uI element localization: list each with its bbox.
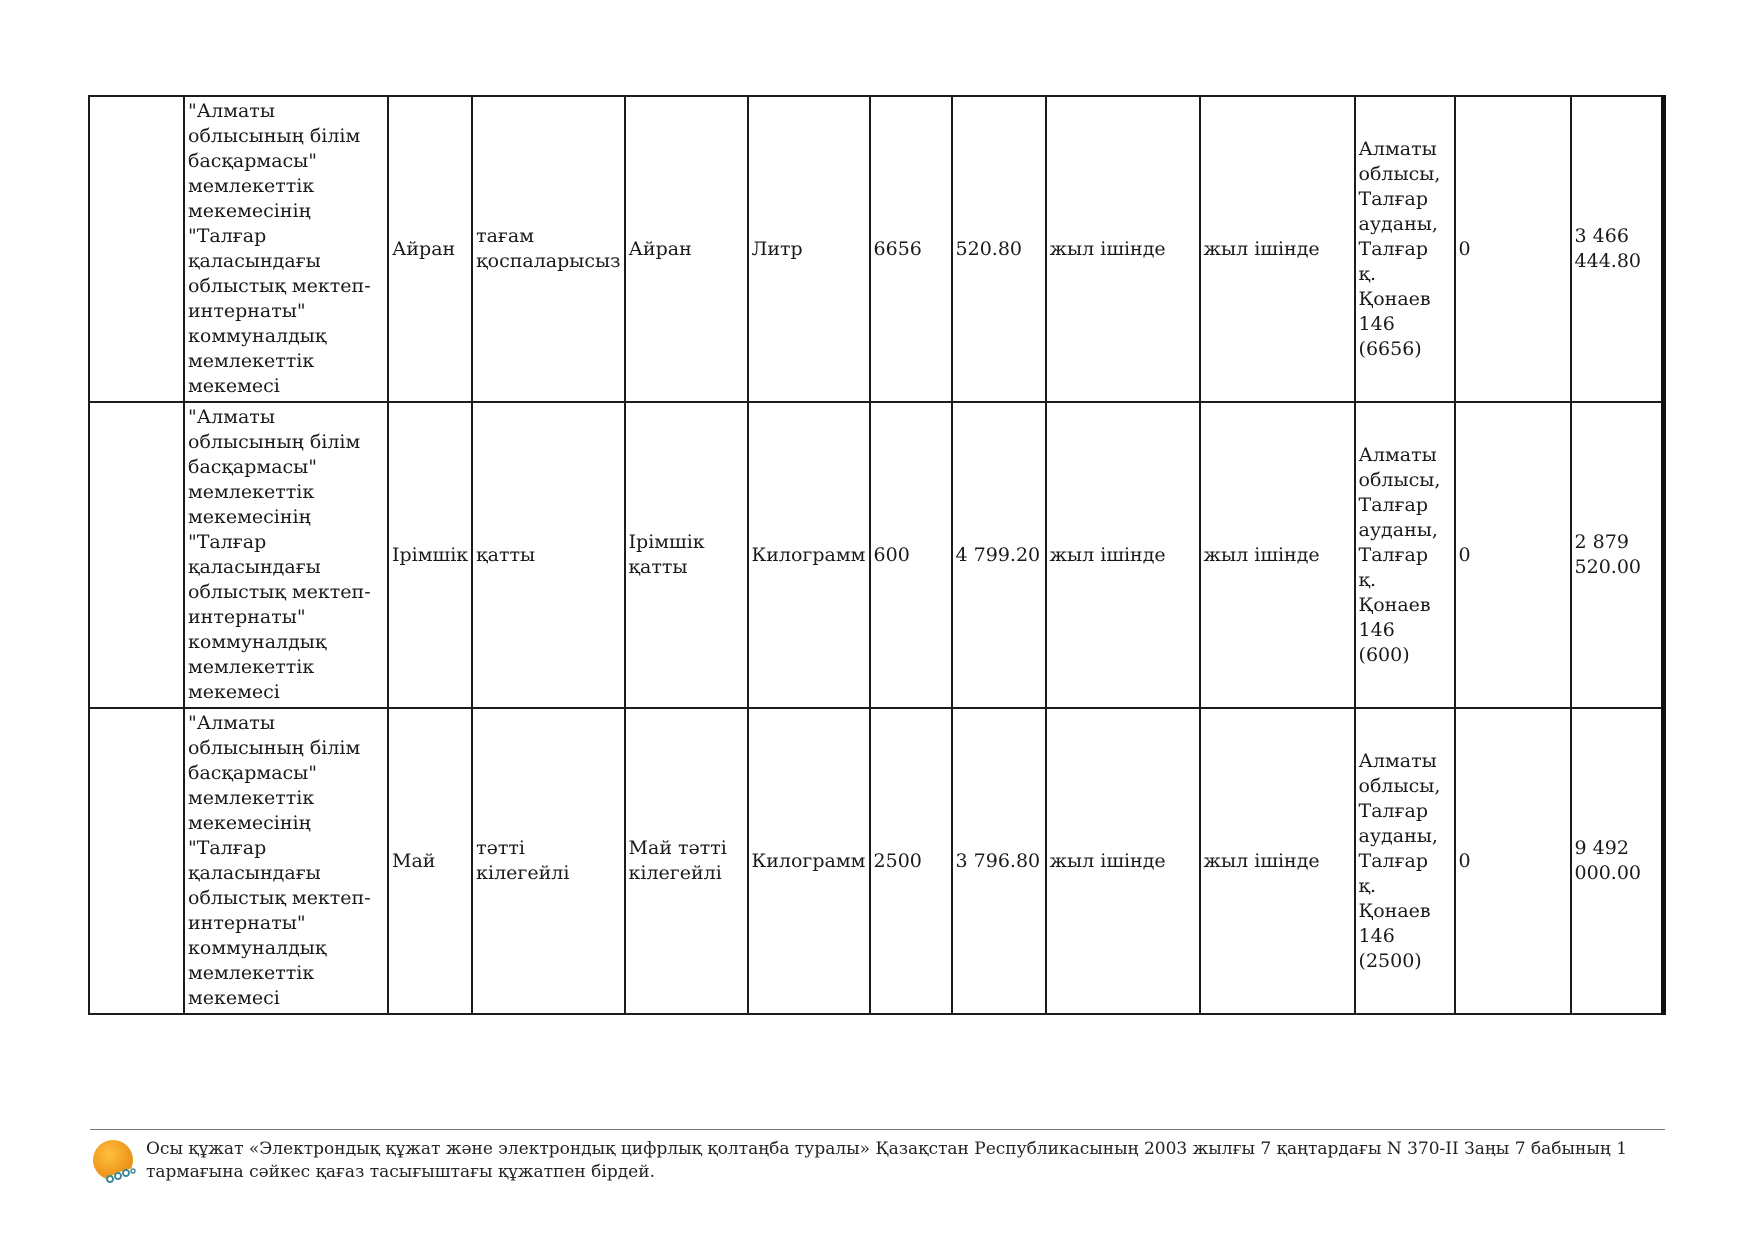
cell-full-name: Айран [625, 96, 748, 402]
cell-advance: 0 [1455, 96, 1571, 402]
cell-unit: Килограмм [748, 708, 870, 1014]
cell-name: Ірімшік [388, 402, 472, 708]
cell-delivery-term-2: жыл ішінде [1200, 96, 1355, 402]
cell-characteristic: қатты [472, 402, 624, 708]
cell-unit: Килограмм [748, 402, 870, 708]
cell-full-name: Ірімшік қатты [625, 402, 748, 708]
cell-delivery-term-2: жыл ішінде [1200, 402, 1355, 708]
cell-total: 9 492 000.00 [1571, 708, 1664, 1014]
cell-customer: "Алматы облысының білім басқармасы" мемлекеттік мекемесінің "Талғар қаласындағы облыстық мектеп-интернаты" коммуналдық мемлекеттік мекемесі [184, 96, 388, 402]
cell-delivery-place: Алматы облысы, Талғар ауданы, Талғар қ. Қонаев 146 (6656) [1355, 96, 1455, 402]
cell-delivery-term: жыл ішінде [1046, 402, 1200, 708]
cell-delivery-term: жыл ішінде [1046, 708, 1200, 1014]
table-row [89, 708, 1664, 1014]
cell-advance: 0 [1455, 708, 1571, 1014]
cell-price: 3 796.80 [952, 708, 1046, 1014]
cell-price: 520.80 [952, 96, 1046, 402]
procurement-table [88, 95, 1666, 1015]
cell-total: 2 879 520.00 [1571, 402, 1664, 708]
cell-customer: "Алматы облысының білім басқармасы" мемлекеттік мекемесінің "Талғар қаласындағы облыстық мектеп-интернаты" коммуналдық мемлекеттік мекемесі [184, 708, 388, 1014]
cell-full-name: Май тәтті кілегейлі [625, 708, 748, 1014]
cell-number [89, 708, 184, 1014]
cell-advance: 0 [1455, 402, 1571, 708]
cell-customer: "Алматы облысының білім басқармасы" мемлекеттік мекемесінің "Талғар қаласындағы облыстық мектеп-интернаты" коммуналдық мемлекеттік мекемесі [184, 402, 388, 708]
cell-name: Айран [388, 96, 472, 402]
cell-quantity: 600 [870, 402, 952, 708]
footer [92, 1138, 1672, 1184]
cell-delivery-place: Алматы облысы, Талғар ауданы, Талғар қ. Қонаев 146 (600) [1355, 402, 1455, 708]
cell-delivery-place: Алматы облысы, Талғар ауданы, Талғар қ. Қонаев 146 (2500) [1355, 708, 1455, 1014]
cell-number [89, 402, 184, 708]
cell-name: Май [388, 708, 472, 1014]
table-row [89, 402, 1664, 708]
cell-unit: Литр [748, 96, 870, 402]
egov-sun-logo-icon [92, 1138, 138, 1184]
cell-total: 3 466 444.80 [1571, 96, 1664, 402]
footer-divider [90, 1129, 1665, 1130]
cell-quantity: 6656 [870, 96, 952, 402]
table-row [89, 96, 1664, 402]
cell-price: 4 799.20 [952, 402, 1046, 708]
cell-characteristic: тәтті кілегейлі [472, 708, 624, 1014]
cell-characteristic: тағам қоспаларысыз [472, 96, 624, 402]
footer-legal-text: Осы құжат «Электрондық құжат және электрондық цифрлық қолтаңба туралы» Қазақстан Республикасының 2003 жылғы 7 қаңтардағы N 370-II Заңы 7 бабының 1 тармағына сәйкес қағаз тасығыштағы құжатпен бірдей. [146, 1139, 1628, 1182]
cell-number [89, 96, 184, 402]
cell-delivery-term: жыл ішінде [1046, 96, 1200, 402]
cell-delivery-term-2: жыл ішінде [1200, 708, 1355, 1014]
cell-quantity: 2500 [870, 708, 952, 1014]
